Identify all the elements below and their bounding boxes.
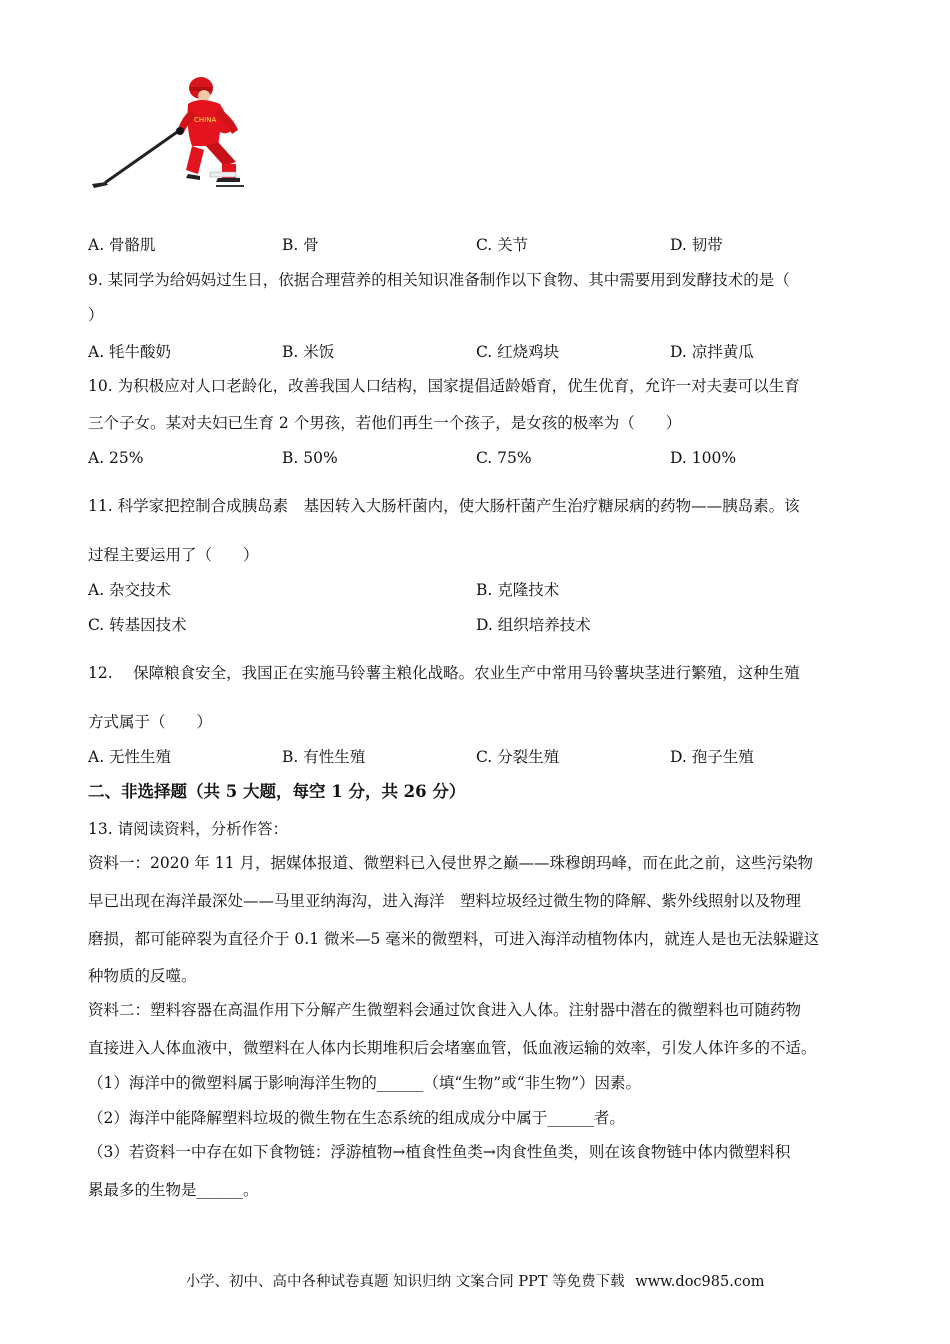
q12-option-d: D. 孢子生殖	[670, 748, 754, 766]
q12-option-c: C. 分裂生殖	[476, 748, 560, 766]
q13-sub2: （2）海洋中能降解塑料垃圾的微生物在生态系统的组成成分中属于______者。	[88, 1109, 625, 1127]
q10-option-c: C. 75%	[476, 449, 532, 467]
q9-option-c: C. 红烧鸡块	[476, 343, 560, 361]
q12-stem-line2: 方式属于（ ）	[88, 713, 213, 731]
q13-material2-line2: 直接进入人体血液中，微塑料在人体内长期堆积后会堵塞血管，低血液运输的效率，引发人体许多的不适。	[88, 1039, 817, 1057]
q9-option-a: A. 牦牛酸奶	[88, 343, 172, 361]
q11-option-a: A. 杂交技术	[88, 581, 172, 599]
q11-stem-line1: 11. 科学家把控制合成胰岛素 基因转入大肠杆菌内，使大肠杆菌产生治疗糖尿病的药物——胰岛素。该	[88, 497, 800, 515]
q11-option-b: B. 克隆技术	[476, 581, 560, 599]
q10-stem-line1: 10. 为积极应对人口老龄化，改善我国人口结构，国家提倡适龄婚育，优生优育，允许一对夫妻可以生育	[88, 377, 800, 395]
q11-option-c: C. 转基因技术	[88, 616, 187, 634]
q13-sub3-line2: 累最多的生物是______。	[88, 1181, 259, 1199]
q13-sub3-line1: （3）若资料一中存在如下食物链：浮游植物→植食性鱼类→肉食性鱼类，则在该食物链中体内微塑料积	[88, 1143, 791, 1161]
q13-material1-line3: 磨损，都可能碎裂为直径介于 0.1 微米—5 毫米的微塑料，可进入海洋动植物体内，就连人是也无法躲避这	[88, 930, 820, 948]
q13-material1-line4: 种物质的反噬。	[88, 967, 197, 985]
q10-option-d: D. 100%	[670, 449, 737, 467]
footer-text: 小学、初中、高中各种试卷真题 知识归纳 文案合同 PPT 等免费下载	[185, 1274, 625, 1290]
q11-option-d: D. 组织培养技术	[476, 616, 591, 634]
q13-sub1: （1）海洋中的微塑料属于影响海洋生物的______（填“生物”或“非生物”）因素。	[88, 1074, 642, 1092]
q9-option-b: B. 米饭	[282, 343, 335, 361]
q8-option-a: A. 骨骼肌	[88, 236, 156, 254]
q10-option-b: B. 50%	[282, 449, 338, 467]
q10-stem-line2: 三个子女。某对夫妇已生育 2 个男孩，若他们再生一个孩子，是女孩的极率为（ ）	[88, 414, 682, 432]
q12-option-a: A. 无性生殖	[88, 748, 172, 766]
q10-option-a: A. 25%	[88, 449, 144, 467]
ice-hockey-player-illustration	[88, 70, 253, 195]
q12-option-b: B. 有性生殖	[282, 748, 366, 766]
q12-stem-line1: 12. 保障粮食安全，我国正在实施马铃薯主粮化战略。农业生产中常用马铃薯块茎进行繁殖，这种生殖	[88, 664, 800, 682]
q8-option-b: B. 骨	[282, 236, 319, 254]
q8-option-c: C. 关节	[476, 236, 529, 254]
q9-option-d: D. 凉拌黄瓜	[670, 343, 754, 361]
q13-material1-line1: 资料一：2020 年 11 月，据媒体报道、微塑料已入侵世界之巅——珠穆朗玛峰，而在此之前，这些污染物	[88, 854, 813, 872]
svg-text:CHINA: CHINA	[194, 116, 217, 124]
q9-stem-line2: ）	[88, 306, 104, 324]
q13-intro: 13. 请阅读资料，分析作答：	[88, 820, 289, 838]
q13-material1-line2: 早已出现在海洋最深处——马里亚纳海沟，进入海洋 塑料垃圾经过微生物的降解、紫外线照射以及物理	[88, 892, 802, 910]
section-heading: 二、非选择题（共 5 大题，每空 1 分，共 26 分）	[88, 782, 466, 801]
footer-site-link[interactable]: www.doc985.com	[635, 1274, 765, 1290]
page-footer	[0, 1270, 950, 1291]
q8-option-d: D. 韧带	[670, 236, 723, 254]
q13-material2-line1: 资料二：塑料容器在高温作用下分解产生微塑料会通过饮食进入人体。注射器中潜在的微塑料也可随药物	[88, 1001, 802, 1019]
q11-stem-line2: 过程主要运用了（ ）	[88, 546, 259, 564]
q9-stem-line1: 9. 某同学为给妈妈过生日，依据合理营养的相关知识准备制作以下食物、其中需要用到发酵技术的是（	[88, 271, 790, 289]
